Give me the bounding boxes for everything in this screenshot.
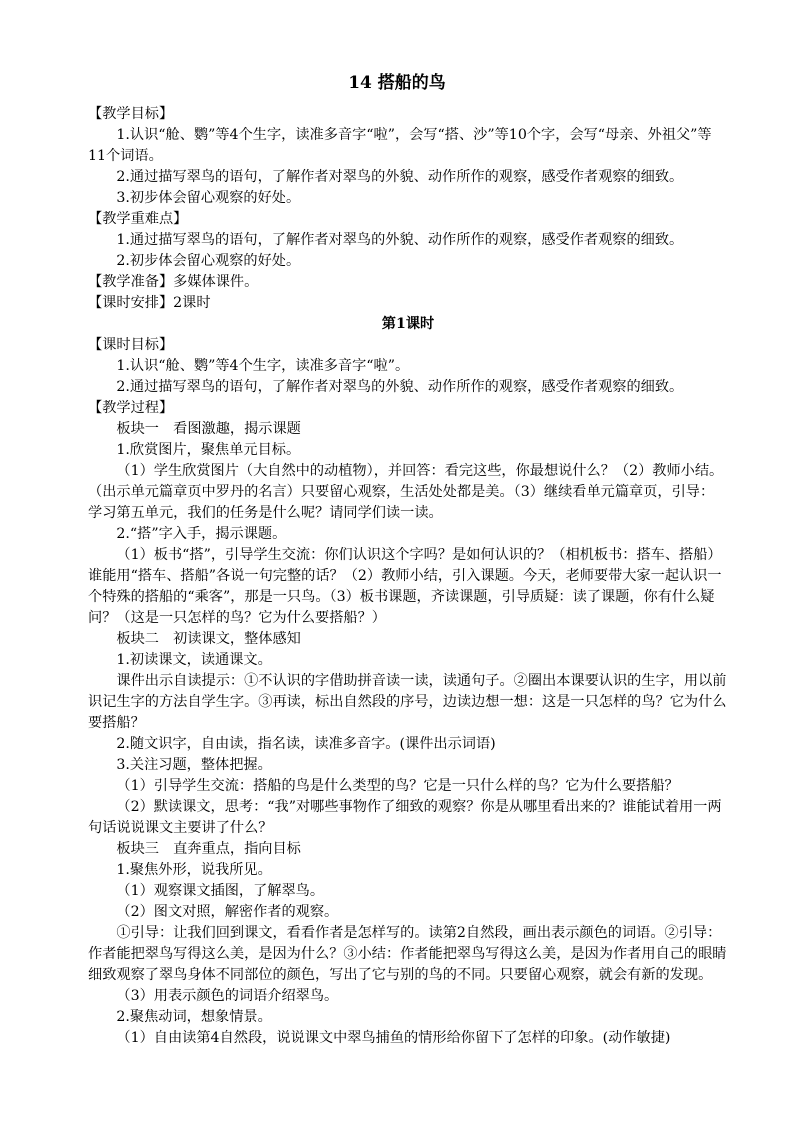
paragraph: ①引导：让我们回到课文，看看作者是怎样写的。读第2自然段，画出表示颜色的词语。②引导：作者能把翠鸟写得这么美，是因为什么？③小结：作者能把翠鸟写得这么美，是因为作者用自己的眼睛 细致观察了翠鸟身体不同部位的颜色，写出了它与别的鸟的不同。只要留心观察，就会有新的发现。	[88, 925, 741, 983]
paragraph: （2）图文对照，解密作者的观察。	[116, 904, 339, 920]
paragraph: 【课时安排】2课时	[88, 295, 211, 311]
paragraph: 2.聚焦动词，想象情景。	[116, 1009, 272, 1025]
paragraph: 2.初步体会留心观察的好处。	[116, 253, 301, 269]
paragraph: （3）用表示颜色的词语介绍翠鸟。	[116, 988, 339, 1004]
paragraph: 1.初读课文，读通课文。	[116, 652, 272, 668]
paragraph: 1.认识“舱、鹦”等4个生字，读准多音字“啦”，会写“搭、沙”等10个字，会写“母亲、外祖父”等11个词语。	[88, 127, 712, 164]
paragraph: （1）观察课文插图，了解翠鸟。	[116, 883, 325, 899]
paragraph: （2）默读课文，思考：“我”对哪些事物作了细致的观察？你是从哪里看出来的？谁能试着用一两句话说说课文主要讲了什么？	[88, 799, 722, 836]
paragraph: 2.“搭”字入手，揭示课题。	[116, 526, 287, 542]
paragraph: 板块三 直奔重点，指向目标	[116, 841, 301, 857]
paragraph: （1）学生欣赏图片（大自然中的动植物），并回答：看完这些，你最想说什么？（2）教师小结。（出示单元篇章页中罗丹的名言）只要留心观察，生活处处都是美。（3）继续看单元篇章页，引导：学习第五单元，我们的任务是什么呢？请同学们读一读。	[88, 463, 724, 521]
paragraph: 1.认识“舱、鹦”等4个生字，读准多音字“啦”。	[116, 358, 410, 374]
paragraph: 1.欣赏图片，聚焦单元目标。	[116, 442, 301, 458]
paragraph: （1）自由读第4自然段，说说课文中翠鸟捕鱼的情形给你留下了怎样的印象。(动作敏捷)	[116, 1030, 671, 1046]
paragraph: （1）板书“搭”，引导学生交流：你们认识这个字吗？是如何认识的？（相机板书：搭车、搭船）谁能用“搭车、搭船”各说一句完整的话？（2）教师小结，引入课题。今天，老师要带大家一起认识一个特殊的搭船的“乘客”，那是一只鸟。（3）板书课题，齐读课题，引导质疑：读了课题，你有什么疑问？（这是一只怎样的鸟？它为什么要搭船？）	[88, 547, 722, 626]
paragraph: 2.通过描写翠鸟的语句，了解作者对翠鸟的外貌、动作所作的观察，感受作者观察的细致。	[116, 169, 684, 185]
paragraph: 3.初步体会留心观察的好处。	[116, 190, 301, 206]
paragraph: 【教学准备】多媒体课件。	[88, 274, 259, 290]
paragraph: 1.通过描写翠鸟的语句，了解作者对翠鸟的外貌、动作所作的观察，感受作者观察的细致。	[116, 232, 684, 248]
paragraph: 【课时目标】	[88, 337, 174, 353]
lesson-body	[88, 104, 741, 1049]
paragraph: 【教学过程】	[88, 400, 174, 416]
paragraph: 3.关注习题，整体把握。	[116, 757, 272, 773]
paragraph: 2.随文识字，自由读，指名读，读准多音字。(课件出示词语)	[116, 736, 496, 752]
lesson-title: 14 搭船的鸟	[348, 73, 446, 93]
paragraph: 板块一 看图激趣，揭示课题	[116, 421, 301, 437]
paragraph: （1）引导学生交流：搭船的鸟是什么类型的鸟？它是一只什么样的鸟？它为什么要搭船？	[116, 778, 679, 794]
paragraph: 【教学重难点】	[88, 211, 188, 227]
section-heading: 第1课时	[381, 316, 435, 332]
paragraph: 板块二 初读课文，整体感知	[116, 631, 301, 647]
paragraph: 2.通过描写翠鸟的语句，了解作者对翠鸟的外貌、动作所作的观察，感受作者观察的细致。	[116, 379, 684, 395]
paragraph: 1.聚焦外形，说我所见。	[116, 862, 272, 878]
paragraph: 课件出示自读提示：①不认识的字借助拼音读一读，读通句子。②圈出本课要认识的生字，用以前识记生字的方法自学生字。③再读，标出自然段的序号，边读边想一想：这是一只怎样的鸟？它为什么要搭船？	[88, 673, 727, 731]
paragraph: 【教学目标】	[88, 106, 174, 122]
